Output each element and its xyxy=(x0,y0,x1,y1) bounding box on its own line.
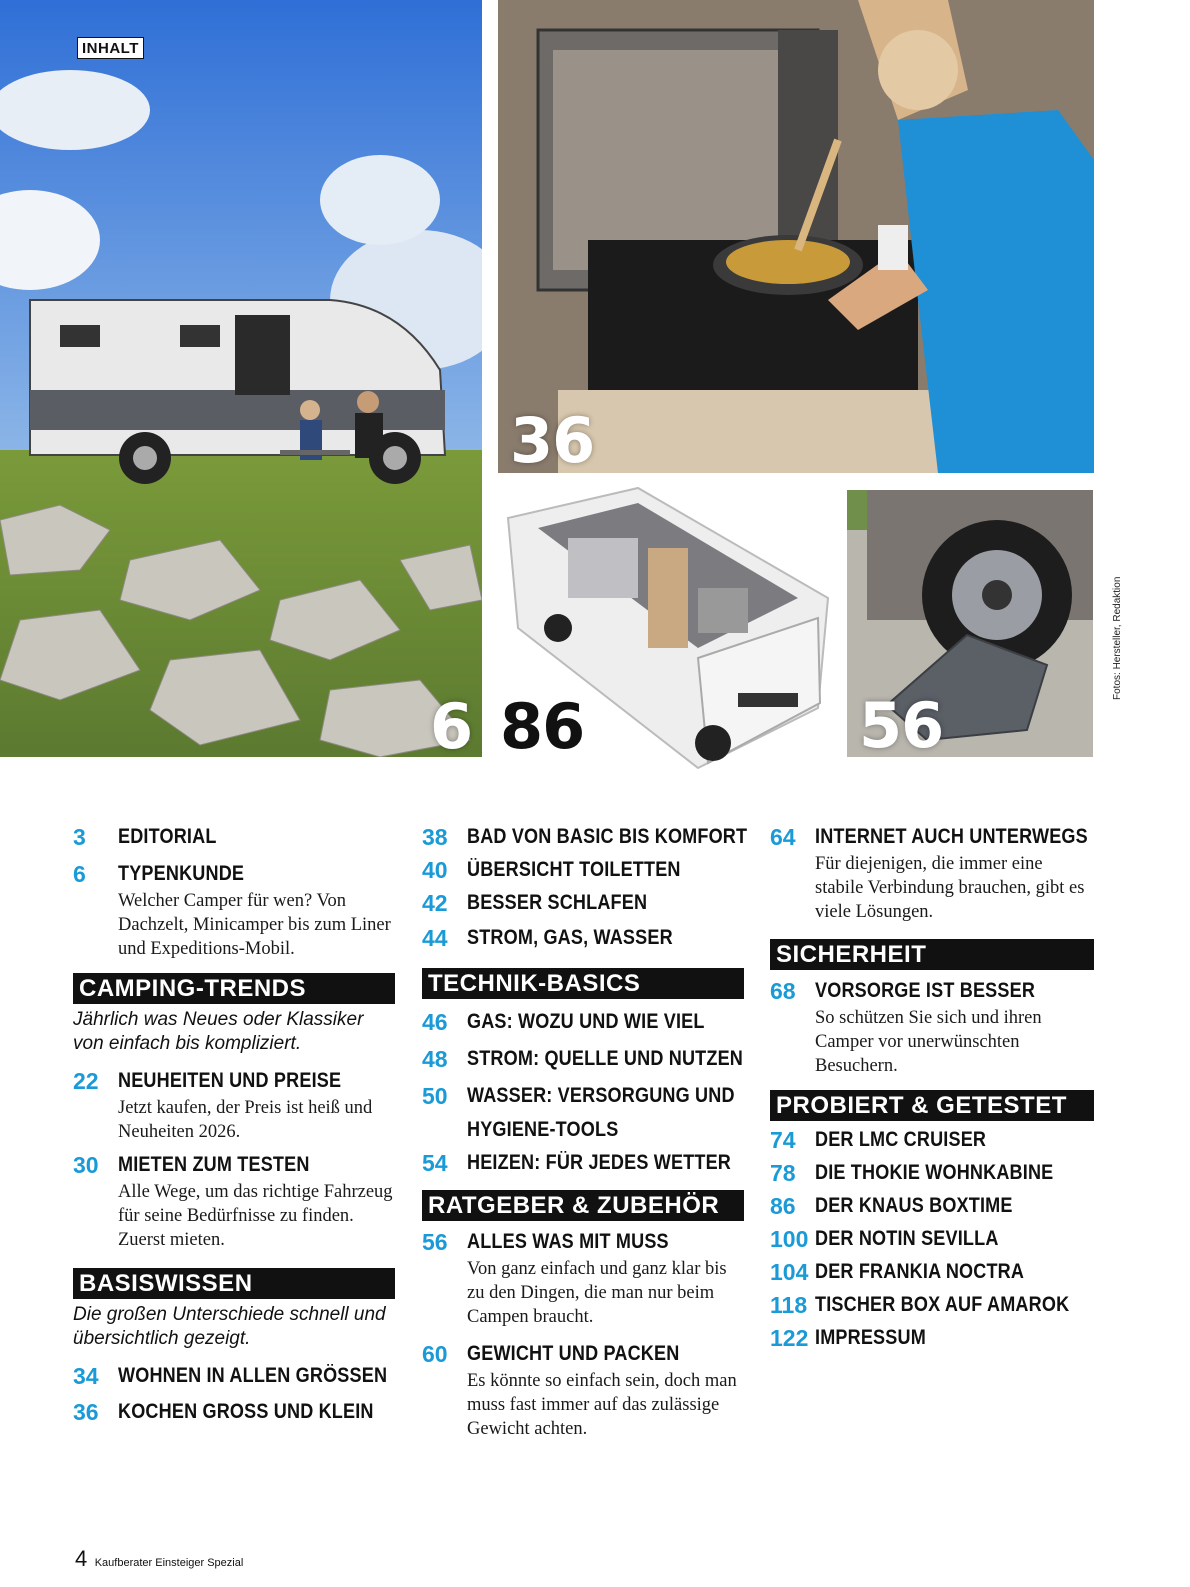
toc-entry-description: Alle Wege, um das richtige Fahrzeug für seine Bedürfnisse zu finden. Zuerst mieten. xyxy=(118,1182,393,1250)
photo-credit: Fotos: Hersteller, Redaktion xyxy=(1112,576,1123,700)
toc-entry[interactable] xyxy=(770,822,1094,924)
toc-entry[interactable] xyxy=(770,1191,1094,1221)
toc-column-1 xyxy=(73,822,395,1427)
toc-page-number: 40 xyxy=(422,857,448,883)
toc-entry-title: DER KNAUS BOXTIME xyxy=(815,1194,1013,1217)
toc-entry-description: Von ganz einfach und ganz klar bis zu den Dingen, die man nur beim Campen braucht. xyxy=(467,1259,727,1327)
toc-entry-title: GEWICHT UND PACKEN xyxy=(467,1342,680,1365)
toc-entry-title: KOCHEN GROSS UND KLEIN xyxy=(118,1400,374,1423)
toc-page-number: 38 xyxy=(422,824,448,850)
toc-page-number: 64 xyxy=(770,824,796,850)
toc-entry[interactable] xyxy=(73,859,395,961)
toc-entry[interactable] xyxy=(73,1150,395,1252)
toc-entry-title: EDITORIAL xyxy=(118,825,217,848)
toc-entry-title: DER LMC CRUISER xyxy=(815,1128,987,1151)
toc-entry-description: Es könnte so einfach sein, doch man muss fast immer auf das zulässige Gewicht achten. xyxy=(467,1371,737,1439)
section-header-probiert-getestet: PROBIERT & GETESTET xyxy=(770,1090,1094,1121)
photo-number-6: 6 xyxy=(430,690,473,757)
page-number: 4 xyxy=(75,1546,88,1571)
kitchen-cooking-illustration xyxy=(498,0,1094,473)
toc-page-number: 3 xyxy=(73,824,86,850)
toc-entry-title-line2: HYGIENE-TOOLS xyxy=(467,1118,619,1141)
toc-entry-title: BESSER SCHLAFEN xyxy=(467,891,648,914)
toc-entry[interactable] xyxy=(770,976,1094,1078)
toc-entry-title: VORSORGE IST BESSER xyxy=(815,979,1036,1002)
section-subtitle: Jährlich was Neues oder Klassiker von einfach bis kompliziert. xyxy=(73,1009,364,1054)
toc-entry[interactable] xyxy=(770,1158,1094,1188)
photo-camper-meadow xyxy=(0,0,482,757)
toc-entry[interactable] xyxy=(73,1066,395,1144)
toc-page-number: 74 xyxy=(770,1127,796,1153)
toc-entry-title: TYPENKUNDE xyxy=(118,862,245,885)
toc-page-number: 22 xyxy=(73,1068,99,1094)
toc-entry[interactable] xyxy=(73,822,395,852)
toc-entry-title: DIE THOKIE WOHNKABINE xyxy=(815,1161,1054,1184)
toc-entry[interactable] xyxy=(422,1044,744,1074)
toc-page-number: 56 xyxy=(422,1229,448,1255)
toc-entry-title: MIETEN ZUM TESTEN xyxy=(118,1153,310,1176)
section-header-sicherheit: SICHERHEIT xyxy=(770,939,1094,970)
toc-entry[interactable] xyxy=(770,1125,1094,1155)
toc-page-number: 36 xyxy=(73,1399,99,1425)
toc-entry[interactable] xyxy=(422,855,744,885)
toc-page-number: 60 xyxy=(422,1341,448,1367)
toc-entry[interactable] xyxy=(422,1339,744,1441)
toc-entry[interactable] xyxy=(73,1397,395,1427)
section-header-ratgeber-zubehoer: RATGEBER & ZUBEHÖR xyxy=(422,1190,744,1221)
toc-page-number: 100 xyxy=(770,1226,809,1252)
section-header-technik-basics: TECHNIK-BASICS xyxy=(422,968,744,999)
toc-entry-description: Welcher Camper für wen? Von Dachzelt, Minicamper bis zum Liner und Expeditions-Mobil. xyxy=(118,891,391,959)
toc-column-3 xyxy=(770,822,1094,1353)
toc-entry[interactable] xyxy=(770,1290,1094,1320)
toc-entry[interactable] xyxy=(422,1227,744,1329)
toc-entry-description: Jetzt kaufen, der Preis ist heiß und Neuheiten 2026. xyxy=(118,1098,373,1142)
section-subtitle: Die großen Unterschiede schnell und übersichtlich gezeigt. xyxy=(73,1304,386,1349)
toc-entry-title: STROM, GAS, WASSER xyxy=(467,926,673,949)
toc-entry-title: DER NOTIN SEVILLA xyxy=(815,1227,999,1250)
toc-page-number: 46 xyxy=(422,1009,448,1035)
section-header-camping-trends: CAMPING-TRENDS xyxy=(73,973,395,1004)
photo-number-36: 36 xyxy=(510,404,595,473)
toc-page-number: 118 xyxy=(770,1292,808,1318)
toc-entry-description: Für diejenigen, die immer eine stabile Verbindung brauchen, gibt es viele Lösungen. xyxy=(815,854,1085,922)
toc-entry-title: NEUHEITEN UND PREISE xyxy=(118,1069,342,1092)
toc-page-number: 34 xyxy=(73,1363,99,1389)
inhalt-badge: INHALT xyxy=(77,37,144,59)
photo-leveling-ramp xyxy=(847,490,1093,757)
toc-page-number: 50 xyxy=(422,1083,448,1109)
magazine-name: Kaufberater Einsteiger Spezial xyxy=(94,1557,244,1569)
toc-page-number: 54 xyxy=(422,1150,448,1176)
toc-entry[interactable] xyxy=(422,888,744,918)
toc-page-number: 104 xyxy=(770,1259,809,1285)
section-header-basiswissen: BASISWISSEN xyxy=(73,1268,395,1299)
toc-page-number: 86 xyxy=(770,1193,796,1219)
toc-entry-title: TISCHER BOX AUF AMAROK xyxy=(815,1293,1070,1316)
toc-page-number: 78 xyxy=(770,1160,796,1186)
toc-entry[interactable] xyxy=(73,1361,395,1391)
toc-entry-title: DER FRANKIA NOCTRA xyxy=(815,1260,1025,1283)
camper-meadow-illustration xyxy=(0,0,482,757)
toc-entry-title: WOHNEN IN ALLEN GRÖSSEN xyxy=(118,1364,388,1387)
toc-page-number: 30 xyxy=(73,1152,99,1178)
toc-page-number: 6 xyxy=(73,861,86,887)
toc-entry-title: INTERNET AUCH UNTERWEGS xyxy=(815,825,1088,848)
toc-page-number: 68 xyxy=(770,978,796,1004)
toc-entry[interactable] xyxy=(422,1081,744,1145)
page-footer xyxy=(75,1546,243,1572)
toc-entry[interactable] xyxy=(770,1323,1094,1353)
toc-entry[interactable] xyxy=(422,822,748,852)
photo-kitchen-cooking xyxy=(498,0,1094,473)
toc-entry[interactable] xyxy=(422,1148,744,1178)
toc-entry[interactable] xyxy=(770,1224,1094,1254)
toc-entry-title: IMPRESSUM xyxy=(815,1326,926,1349)
toc-entry[interactable] xyxy=(422,923,744,953)
toc-column-2 xyxy=(422,822,748,1441)
toc-page-number: 48 xyxy=(422,1046,448,1072)
toc-entry-title: ÜBERSICHT TOILETTEN xyxy=(467,858,681,881)
toc-page-number: 122 xyxy=(770,1325,809,1351)
toc-entry-title: BAD VON BASIC BIS KOMFORT xyxy=(467,825,748,848)
toc-entry-title: WASSER: VERSORGUNG UND xyxy=(467,1084,735,1107)
photo-number-56: 56 xyxy=(859,689,944,757)
toc-entry-description: So schützen Sie sich und ihren Camper vor unerwünschten Besuchern. xyxy=(815,1008,1042,1076)
toc-page-number: 44 xyxy=(422,925,448,951)
toc-entry-title: GAS: WOZU UND WIE VIEL xyxy=(467,1010,705,1033)
photo-number-86: 86 xyxy=(500,690,585,763)
toc-entry-title: ALLES WAS MIT MUSS xyxy=(467,1230,669,1253)
toc-entry[interactable] xyxy=(770,1257,1094,1287)
toc-entry[interactable] xyxy=(422,1007,744,1037)
toc-page-number: 42 xyxy=(422,890,448,916)
toc-entry-title: STROM: QUELLE UND NUTZEN xyxy=(467,1047,744,1070)
toc-entry-title: HEIZEN: FÜR JEDES WETTER xyxy=(467,1151,732,1174)
